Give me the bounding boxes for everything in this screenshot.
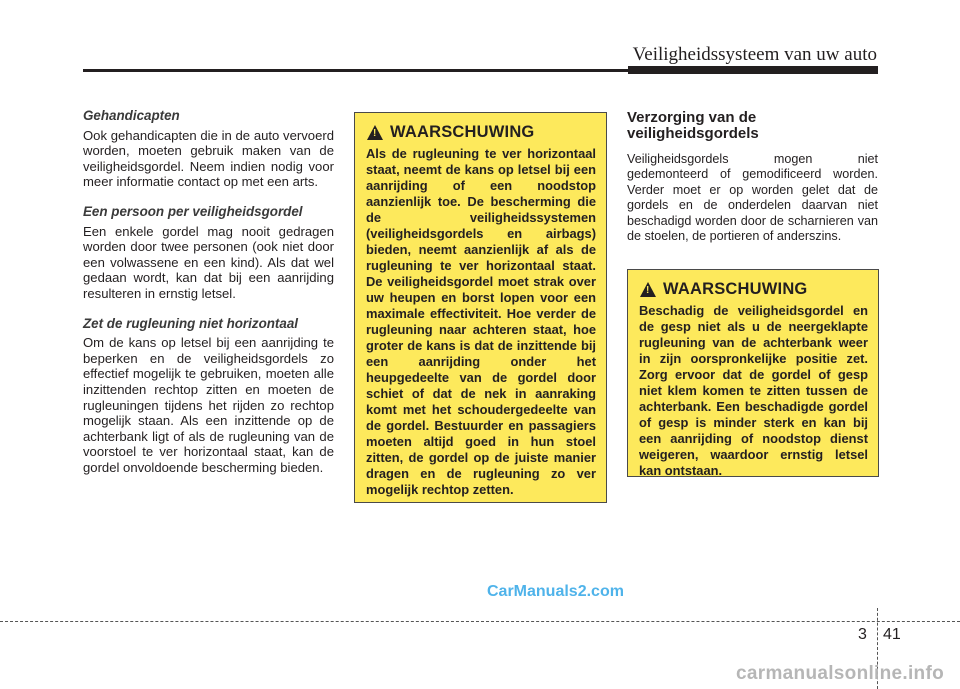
section-heading-verzorging: Verzorging van de veiligheidsgordels (627, 109, 759, 142)
left-column (83, 108, 334, 489)
header-rule-accent (628, 66, 878, 74)
section-heading-rugleuning: Zet de rugleuning niet horizontaal (83, 315, 298, 331)
warning-icon: ! (367, 125, 383, 140)
section-heading-gehandicapten: Gehandicapten (83, 108, 180, 123)
warning-icon: ! (640, 282, 656, 297)
footer-site-watermark: carmanualsonline.info (736, 663, 944, 684)
right-column (627, 110, 878, 244)
footer-rule (0, 621, 960, 622)
section-text-rugleuning: Om de kans op letsel bij een aanrijding te beperken en de veiligheidsgordels zo effectief mogelijk te gebruiken, moeten alle inzittenden rechtop zitten en moeten de rugleuningen tijdens het rijden zo rechtop mogelijk staan. Als een inzittende op de achterbank ligt of als de rugleuning van de voorstoel te ver horizontaal staat, kan de gordel onvoldoende bescherming bieden. (83, 335, 334, 475)
chapter-number: 3 (858, 626, 867, 643)
warning-title: WAARSCHUWING (390, 123, 535, 141)
page-number: 41 (883, 626, 901, 643)
header-title: Veiligheidssysteem van uw auto (632, 44, 877, 65)
section-heading-een-persoon: Een persoon per veiligheidsgordel (83, 203, 303, 219)
warning-text: Beschadig de veiligheidsgordel en de gesp niet als u de neergeklapte rugleuning van de achterbank weer in zijn oorspronkelijke positie zet. Zorg ervoor dat de gordel of gesp niet klem komen te zitten tussen de achterbank. Een beschadigde gordel of gesp is minder sterk en kan bij een aanrijding of noodstop dienst weigeren, waardoor ernstig letsel kan ontstaan. (639, 303, 868, 478)
warning-box-rugleuning (354, 112, 607, 503)
section-text-gehandicapten: Ook gehandicapten die in de auto vervoerd worden, moeten gebruik maken van de veiligheidsgordel. Neem indien nodig voor meer informatie contact op met een arts. (83, 127, 334, 190)
warning-box-beschadiging (627, 269, 879, 477)
section-text-een-persoon: Een enkele gordel mag nooit gedragen worden door twee personen (ook niet door een volwassene en een kind). Als dat wel gedaan wordt, kan dat bij een aanrijding resulteren in ernstig letsel. (83, 223, 334, 301)
warning-title: WAARSCHUWING (663, 280, 808, 298)
watermark-link[interactable]: CarManuals2.com (487, 583, 624, 600)
warning-text: Als de rugleuning te ver horizontaal staat, neemt de kans op letsel bij een aanrijding of een noodstop aanzienlijk toe. De bescherming die de veiligheidssystemen (veiligheidsgordels en airbags) bieden, neemt aanzienlijk af als de rugleuning te ver horizontaal staat. De veiligheidsgordel moet strak over uw heupen en borst lopen voor een maximale effectiviteit. Hoe verder de rugleuning naar achteren staat, hoe groter de kans is dat de inzittende bij een aanrijding onder het heupgedeelte van de gordel door schiet of dat de nek in aanraking komt met het schoudergedeelte van de gordel. Bestuurder en passagiers moeten altijd goed in hun stoel zitten, de gordel op de juiste manier dragen en de rugleuning zo ver mogelijk rechtop zetten. (366, 146, 596, 497)
section-text-verzorging: Veiligheidsgordels mogen niet gedemonteerd of gemodificeerd worden. Verder moet er op worden gelet dat de gordels en de onderdelen daarvan niet beschadigd worden door de scharnieren van de stoelen, de portieren of anderszins. (627, 152, 878, 244)
